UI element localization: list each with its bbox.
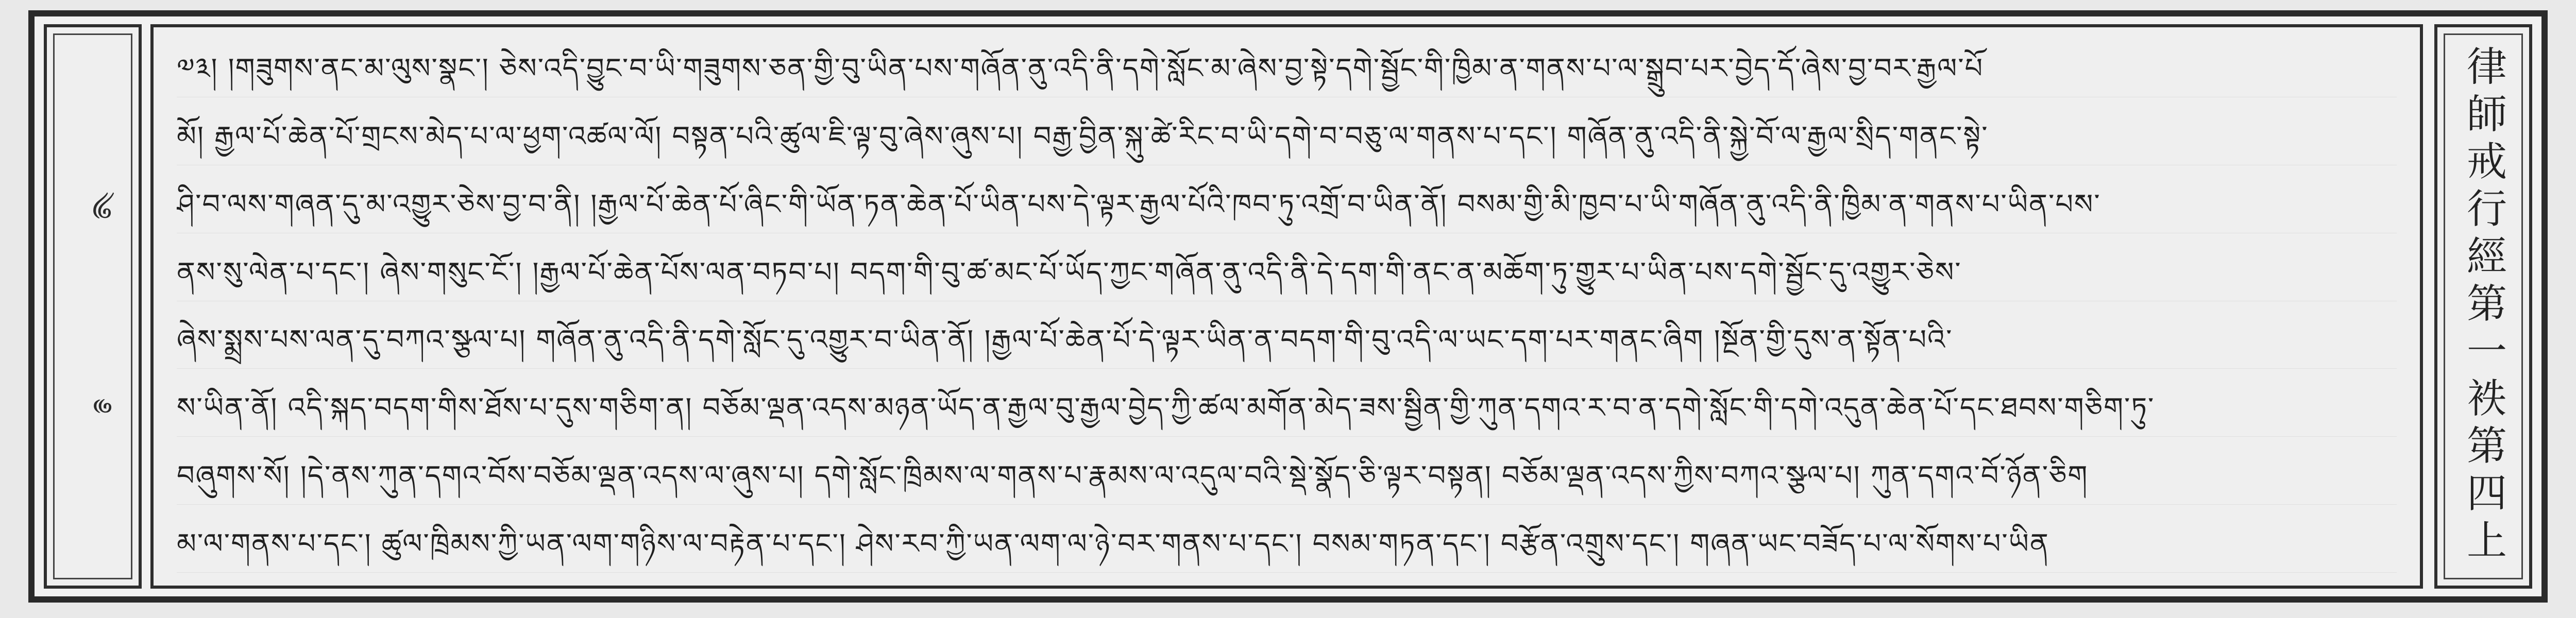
text-line-1: ༧༣། །གཟུགས་ནང་མ་ལུས་སྣང་། ཅེས་འདི་བྱུང་བ་ཡི་གཟུགས་ཅན་གྱི་བུ་ཡིན་པས་གཞོན་ནུ་འདི་ནི་དགེ་སློང་མ་ཞེས་བྱ་སྟེ་དགེ་སྦྱོང་གི་ཁྱིམ་ན་གནས་པ་ལ་སྒྲུབ་པར་བྱེད་དོ་ཞེས་བྱ་བར་རྒྱལ་པོ	[177, 40, 2397, 97]
text-line-7: བཞུགས་སོ། །དེ་ནས་ཀུན་དགའ་བོས་བཅོམ་ལྡན་འདས་ལ་ཞུས་པ། དགེ་སློང་ཁྲིམས་ལ་གནས་པ་རྣམས་ལ་འདུལ་བའི་སྡེ་སྣོད་ཅི་ལྟར་བསྟན། བཅོམ་ལྡན་འདས་ཀྱིས་བཀའ་སྩལ་པ། ཀུན་དགའ་བོ་ཉོན་ཅིག	[177, 448, 2397, 505]
text-line-6: ས་ཡིན་ནོ། འདི་སྐད་བདག་གིས་ཐོས་པ་དུས་གཅིག་ན། བཅོམ་ལྡན་འདས་མཉན་ཡོད་ན་རྒྱལ་བུ་རྒྱལ་བྱེད་ཀྱི་ཚལ་མགོན་མེད་ཟས་སྦྱིན་གྱི་ཀུན་དགའ་ར་བ་ན་དགེ་སློང་གི་དགེ་འདུན་ཆེན་པོ་དང་ཐབས་གཅིག་ཏུ་	[177, 380, 2397, 437]
text-line-4: ནས་སུ་ལེན་པ་དང་། ཞེས་གསུང་ངོ་། །རྒྱལ་པོ་ཆེན་པོས་ལན་བཏབ་པ། བདག་གི་བུ་ཚ་མང་པོ་ཡོད་ཀྱང་གཞོན་ནུ་འདི་ནི་དེ་དག་གི་ནང་ན་མཆོག་ཏུ་གྱུར་པ་ཡིན་པས་དགེ་སྦྱོང་དུ་འགྱུར་ཅེས་	[177, 244, 2397, 301]
margin-glyph-top: ༄	[83, 192, 117, 219]
text-line-8: མ་ལ་གནས་པ་དང་། ཚུལ་ཁྲིམས་ཀྱི་ཡན་ལག་གཉིས་ལ་བརྟེན་པ་དང་། ཤེས་རབ་ཀྱི་ཡན་ལག་ལ་ཉེ་བར་གནས་པ་དང་། བསམ་གཏན་དང་། བརྩོན་འགྲུས་དང་། གཞན་ཡང་བཟོད་པ་ལ་སོགས་པ་ཡིན	[177, 516, 2397, 573]
chinese-margin-title	[2437, 45, 2529, 568]
pecha-folio	[28, 10, 2548, 603]
left-margin-panel	[44, 24, 142, 589]
tibetan-text-block	[177, 40, 2397, 573]
left-margin-marks	[47, 27, 139, 586]
main-text-panel	[150, 24, 2423, 589]
text-line-3: ཤི་བ་ལས་གཞན་དུ་མ་འགྱུར་ཅེས་བྱ་བ་ནི། །རྒྱལ་པོ་ཆེན་པོ་ཞིང་གི་ཡོན་ཏན་ཆེན་པོ་ཡིན་པས་དེ་ལྟར་རྒྱལ་པོའི་ཁབ་ཏུ་འགྲོ་བ་ཡིན་ནོ། བསམ་གྱི་མི་ཁྱབ་པ་ཡི་གཞོན་ནུ་འདི་ནི་ཁྱིམ་ན་གནས་པ་ཡིན་པས་	[177, 176, 2397, 233]
volume-folio-label: 律師戒行經第一袟第四上	[2460, 45, 2506, 566]
right-margin-panel	[2434, 24, 2532, 589]
text-line-2: མོ། རྒྱལ་པོ་ཆེན་པོ་གྲངས་མེད་པ་ལ་ཕྱག་འཚལ་ལོ། བསྟན་པའི་ཚུལ་ཇི་ལྟ་བུ་ཞེས་ཞུས་པ། བརྒྱ་བྱིན་སྐུ་ཚེ་རིང་བ་ཡི་དགེ་བ་བཅུ་ལ་གནས་པ་དང་། གཞོན་ནུ་འདི་ནི་སྐྱེ་བོ་ལ་རྒྱལ་སྲིད་གནང་སྟེ་	[177, 108, 2397, 165]
text-line-5: ཞེས་སྨྲས་པས་ལན་དུ་བཀའ་སྩལ་པ། གཞོན་ནུ་འདི་ནི་དགེ་སློང་དུ་འགྱུར་བ་ཡིན་ནོ། །རྒྱལ་པོ་ཆེན་པོ་དེ་ལྟར་ཡིན་ན་བདག་གི་བུ་འདི་ལ་ཡང་དག་པར་གནང་ཞིག །སྔོན་གྱི་དུས་ན་སྟོན་པའི་	[177, 312, 2397, 369]
margin-glyph-bottom: ༅	[84, 401, 117, 414]
